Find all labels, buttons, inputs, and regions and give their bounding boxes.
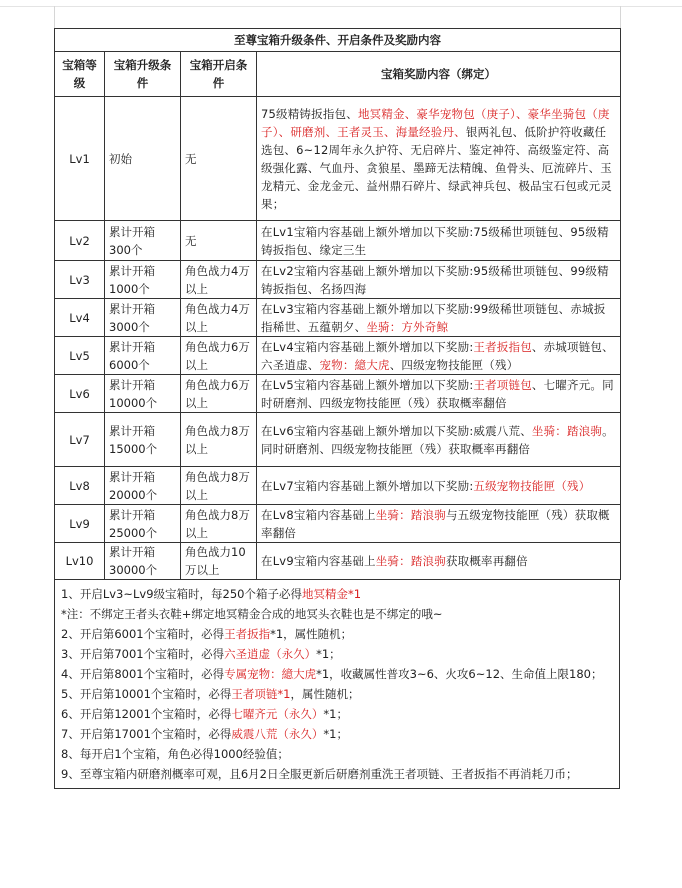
highlight-text: 宠物：繶大虎	[319, 357, 390, 372]
highlight-text: 坐骑：方外奇鲸	[366, 319, 449, 334]
cell-open: 角色战力6万以上	[181, 375, 257, 413]
cell-upgrade: 累计开箱300个	[105, 221, 181, 261]
text-run: 银两礼包、低阶护符收藏任选包、6~12周年永久护符、无启碎片、鉴定神符、高级鉴定符、高级强化露、气血丹、贪狼星、墨蹄无法精魄、鱼骨头、厄流碎片、玉龙精元、金龙金元、益州鼎石碎片、绿武神兵包、极品宝石包或元灵果；	[261, 124, 612, 211]
cell-upgrade: 累计开箱3000个	[105, 299, 181, 337]
cell-open: 角色战力4万以上	[181, 299, 257, 337]
text-run: *1，收藏属性普攻3~6、火攻6~12、生命值上限180；	[316, 667, 603, 681]
table-row	[55, 505, 621, 543]
cell-reward	[257, 413, 621, 467]
table-title: 至尊宝箱升级条件、开启条件及奖励内容	[55, 29, 621, 52]
text-run: 、七曜齐元。同时研磨剂、四级宠物技能匣（残）获取概率翻倍	[261, 377, 614, 410]
page-margin-marker-left	[54, 6, 55, 28]
highlight-text: 六圣逍虚（永久）	[224, 647, 317, 661]
highlight-text: 坐骑：踏浪驹	[531, 423, 603, 438]
cell-upgrade: 累计开箱30000个	[105, 543, 181, 580]
table-row	[55, 467, 621, 505]
highlight-text: 五级宠物技能匣（残）	[473, 478, 591, 493]
text-run: 在Lv6宝箱内容基础上额外增加以下奖励:威震八荒、	[261, 423, 532, 438]
text-run: 。	[602, 423, 614, 438]
header-upgrade: 宝箱升级条件	[105, 52, 181, 97]
cell-level: Lv5	[55, 337, 105, 375]
cell-reward	[257, 221, 621, 261]
table-row	[55, 97, 621, 221]
cell-upgrade: 累计开箱10000个	[105, 375, 181, 413]
cell-open: 角色战力4万以上	[181, 261, 257, 299]
note-line	[61, 624, 613, 644]
cell-reward	[257, 543, 621, 580]
highlight-text: 地冥精金*1	[301, 587, 362, 601]
text-run: *注：不绑定王者头衣鞋+绑定地冥精金合成的地冥头衣鞋也是不绑定的哦~	[61, 607, 443, 621]
cell-open: 角色战力6万以上	[181, 337, 257, 375]
text-run: 在Lv5宝箱内容基础上额外增加以下奖励:	[261, 377, 474, 392]
cell-reward	[257, 261, 621, 299]
cell-open: 角色战力8万以上	[181, 505, 257, 543]
page-margin-marker-right	[620, 6, 621, 28]
text-run: 6、开启第12001个宝箱时，必得	[61, 707, 232, 721]
text-run: 1、开启Lv3~Lv9级宝箱时，每250个箱子必得	[61, 587, 302, 601]
note-line	[61, 764, 613, 784]
cell-reward	[257, 97, 621, 221]
cell-open: 角色战力8万以上	[181, 467, 257, 505]
notes-section	[54, 580, 620, 789]
cell-level: Lv3	[55, 261, 105, 299]
table-row	[55, 299, 621, 337]
cell-open: 角色战力8万以上	[181, 413, 257, 467]
header-open: 宝箱开启条件	[181, 52, 257, 97]
text-run: 8、每开启1个宝箱，角色必得1000经验值；	[61, 747, 289, 761]
text-run: 7、开启第17001个宝箱时，必得	[61, 727, 232, 741]
cell-level: Lv8	[55, 467, 105, 505]
cell-open: 角色战力10万以上	[181, 543, 257, 580]
text-run: 9、至尊宝箱内研磨剂概率可观，且6月2日全服更新后研磨剂重洗王者项链、王者扳指不再消耗刀币；	[61, 767, 578, 781]
document-body	[54, 28, 620, 789]
text-run: 与五级宠物技能匣（残）获取概率翻倍	[261, 507, 610, 540]
cell-reward	[257, 375, 621, 413]
note-line	[61, 704, 613, 724]
note-line	[61, 604, 613, 624]
note-line	[61, 664, 613, 684]
text-run: ，属性随机；	[290, 687, 360, 701]
cell-level: Lv9	[55, 505, 105, 543]
text-run: *1；	[323, 707, 348, 721]
cell-upgrade: 累计开箱20000个	[105, 467, 181, 505]
text-run: 在Lv3宝箱内容基础上额外增加以下奖励:99级稀世项链包、赤城扳指稀世、五蕴朝夕、	[261, 301, 606, 334]
text-run: 在Lv9宝箱内容基础上	[261, 554, 376, 568]
text-run: 在Lv2宝箱内容基础上额外增加以下奖励:95级稀世项链包、99级精铸扳指包、名扬四海	[261, 263, 609, 296]
cell-level: Lv6	[55, 375, 105, 413]
cell-upgrade: 累计开箱15000个	[105, 413, 181, 467]
cell-level: Lv4	[55, 299, 105, 337]
cell-open: 无	[181, 221, 257, 261]
highlight-text: 专属宠物：繶大虎	[224, 667, 317, 681]
text-run: 在Lv1宝箱内容基础上额外增加以下奖励:75级稀世项链包、95级精铸扳指包、缘定三生	[261, 224, 609, 257]
header-level: 宝箱等级	[55, 52, 105, 97]
table-row	[55, 543, 621, 580]
highlight-text: 七曜齐元（永久）	[231, 707, 324, 721]
highlight-text: 威震八荒（永久）	[231, 727, 324, 741]
table-row	[55, 261, 621, 299]
text-run: 2、开启第6001个宝箱时，必得	[61, 627, 225, 641]
cell-upgrade: 累计开箱25000个	[105, 505, 181, 543]
text-run: 75级精铸扳指包、	[261, 106, 358, 121]
table-row	[55, 413, 621, 467]
highlight-text: 王者项链*1	[231, 687, 291, 701]
note-line	[61, 684, 613, 704]
highlight-text: 王者扳指	[224, 627, 271, 641]
highlight-text: 王者扳指包	[473, 339, 532, 354]
cell-level: Lv7	[55, 413, 105, 467]
note-line	[61, 724, 613, 744]
reward-table	[54, 28, 621, 580]
text-run: *1；	[323, 727, 348, 741]
highlight-text: 坐骑：踏浪驹	[375, 554, 446, 568]
highlight-text: 坐骑：踏浪驹	[375, 507, 446, 522]
cell-level: Lv10	[55, 543, 105, 580]
table-row	[55, 375, 621, 413]
text-run: 在Lv8宝箱内容基础上	[261, 507, 376, 522]
page-top-border	[0, 6, 682, 7]
text-run: 、四级宠物技能匣（残）	[389, 357, 519, 372]
text-run: 3、开启第7001个宝箱时，必得	[61, 647, 225, 661]
cell-reward	[257, 505, 621, 543]
cell-upgrade: 累计开箱1000个	[105, 261, 181, 299]
text-run: 4、开启第8001个宝箱时，必得	[61, 667, 225, 681]
cell-reward	[257, 337, 621, 375]
table-row	[55, 337, 621, 375]
text-run: 5、开启第10001个宝箱时，必得	[61, 687, 232, 701]
text-run: 、赤城项链包、六圣逍虚、	[261, 339, 614, 372]
cell-upgrade: 初始	[105, 97, 181, 221]
cell-level: Lv1	[55, 97, 105, 221]
cell-reward	[257, 467, 621, 505]
text-run: 获取概率再翻倍	[445, 554, 528, 568]
cell-reward	[257, 299, 621, 337]
table-row	[55, 221, 621, 261]
highlight-text: 王者项链包	[473, 377, 532, 392]
note-line	[61, 744, 613, 764]
note-line	[61, 584, 613, 604]
text-run: *1，属性随机；	[270, 627, 353, 641]
text-run: *1；	[316, 647, 341, 661]
note-line	[61, 644, 613, 664]
text-run: 同时研磨剂、四级宠物技能匣（残）获取概率再翻倍	[261, 441, 531, 456]
cell-open: 无	[181, 97, 257, 221]
text-run: 在Lv4宝箱内容基础上额外增加以下奖励:	[261, 339, 474, 354]
highlight-text: 地冥精金、豪华宠物包（庚子）、豪华坐骑包（庚子）、研磨剂、王者灵玉、海量经验丹、	[261, 106, 610, 139]
header-reward: 宝箱奖励内容（绑定）	[257, 52, 621, 97]
cell-upgrade: 累计开箱6000个	[105, 337, 181, 375]
text-run: 在Lv7宝箱内容基础上额外增加以下奖励:	[261, 478, 474, 493]
cell-level: Lv2	[55, 221, 105, 261]
